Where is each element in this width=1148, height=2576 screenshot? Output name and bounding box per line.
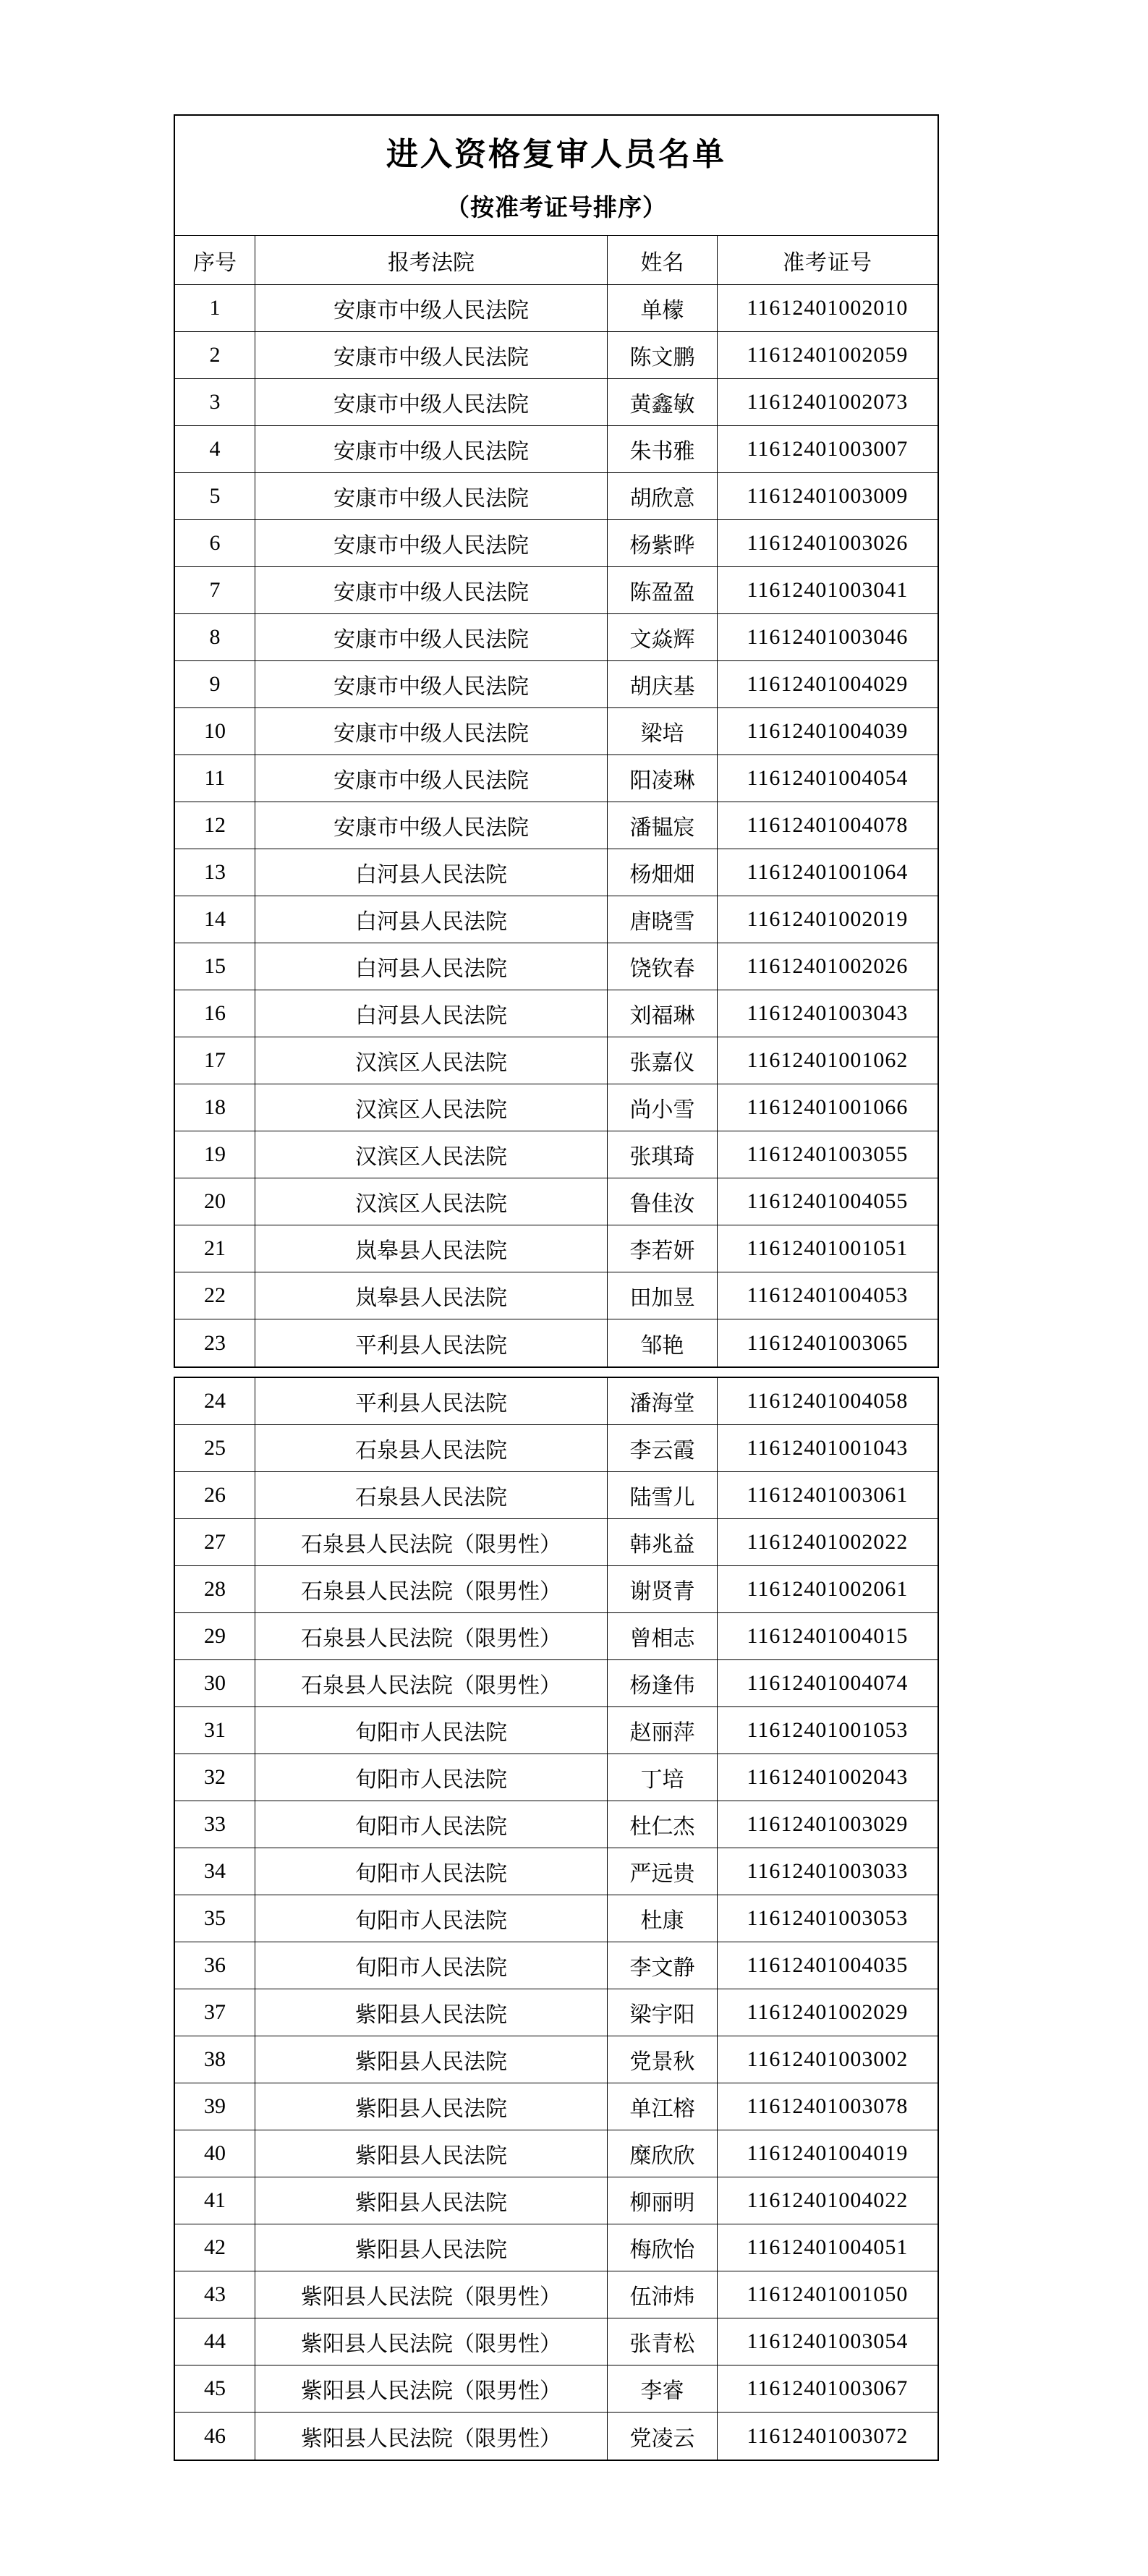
cell-court: 石泉县人民法院（限男性） — [255, 1566, 608, 1612]
table-page-1 — [174, 114, 939, 1368]
table-row — [175, 896, 937, 943]
table-row — [175, 1178, 937, 1225]
cell-serial-number: 42 — [175, 2224, 255, 2271]
cell-name: 柳丽明 — [608, 2177, 718, 2224]
cell-ticket-number: 11612401003072 — [747, 2423, 909, 2448]
cell-name: 谢贤青 — [608, 1566, 718, 1612]
cell-serial-number: 23 — [175, 1319, 255, 1366]
cell-court: 白河县人民法院 — [255, 896, 608, 943]
cell-court: 旬阳市人民法院 — [255, 1754, 608, 1801]
cell-ticket-number: 11612401001062 — [747, 1048, 909, 1072]
cell-name: 李睿 — [608, 2365, 718, 2412]
cell-ticket-number: 11612401003061 — [747, 1483, 909, 1507]
cell-serial-number: 44 — [175, 2318, 255, 2365]
cell-serial-number: 29 — [175, 1613, 255, 1659]
cell-name: 杨紫晔 — [608, 520, 718, 566]
cell-serial-number: 35 — [175, 1895, 255, 1942]
cell-serial-number: 16 — [175, 990, 255, 1037]
cell-court: 安康市中级人民法院 — [255, 567, 608, 613]
cell-serial-number: 11 — [175, 755, 255, 802]
table-row — [175, 520, 937, 567]
cell-serial-number: 14 — [175, 896, 255, 943]
cell-ticket-number: 11612401003053 — [747, 1906, 909, 1930]
cell-serial-number: 2 — [175, 332, 255, 378]
cell-court: 石泉县人民法院（限男性） — [255, 1613, 608, 1659]
cell-court: 平利县人民法院 — [255, 1378, 608, 1424]
cell-serial-number: 30 — [175, 1660, 255, 1706]
cell-serial-number: 38 — [175, 2036, 255, 2083]
cell-serial-number: 19 — [175, 1131, 255, 1178]
column-header-serial-number: 序号 — [175, 236, 255, 284]
table-row — [175, 1895, 937, 1942]
cell-court: 安康市中级人民法院 — [255, 379, 608, 425]
cell-name: 张琪琦 — [608, 1131, 718, 1178]
cell-name: 伍沛炜 — [608, 2271, 718, 2318]
cell-serial-number: 46 — [175, 2413, 255, 2460]
table-row — [175, 1566, 937, 1613]
cell-ticket-number: 11612401004019 — [747, 2141, 909, 2165]
cell-ticket-number: 11612401002059 — [747, 343, 909, 367]
cell-ticket-number: 11612401004074 — [747, 1671, 909, 1695]
cell-ticket-number: 11612401001043 — [747, 1436, 909, 1460]
cell-court: 紫阳县人民法院（限男性） — [255, 2318, 608, 2365]
cell-court: 平利县人民法院 — [255, 1319, 608, 1366]
cell-court: 安康市中级人民法院 — [255, 473, 608, 519]
table-row — [175, 1613, 937, 1660]
cell-ticket-number: 11612401001053 — [747, 1718, 909, 1742]
cell-ticket-number: 11612401003078 — [747, 2094, 909, 2118]
cell-court: 安康市中级人民法院 — [255, 755, 608, 802]
table-row — [175, 2036, 937, 2083]
cell-court: 石泉县人民法院 — [255, 1472, 608, 1518]
cell-court: 安康市中级人民法院 — [255, 520, 608, 566]
table-row — [175, 1378, 937, 1425]
table-row — [175, 990, 937, 1037]
cell-court: 汉滨区人民法院 — [255, 1178, 608, 1225]
table-row — [175, 2271, 937, 2318]
column-header-ticket-number: 准考证号 — [783, 250, 872, 275]
cell-ticket-number: 11612401001066 — [747, 1095, 909, 1119]
cell-name: 胡庆基 — [608, 661, 718, 707]
cell-serial-number: 27 — [175, 1519, 255, 1565]
cell-serial-number: 6 — [175, 520, 255, 566]
cell-name: 单江榕 — [608, 2083, 718, 2130]
cell-serial-number: 3 — [175, 379, 255, 425]
cell-name: 梁培 — [608, 708, 718, 754]
table-row — [175, 473, 937, 520]
cell-name: 赵丽萍 — [608, 1707, 718, 1754]
cell-ticket-number: 11612401002019 — [747, 907, 909, 931]
cell-name: 文焱辉 — [608, 614, 718, 660]
table-row — [175, 2130, 937, 2177]
cell-serial-number: 39 — [175, 2083, 255, 2130]
cell-serial-number: 8 — [175, 614, 255, 660]
table-row — [175, 2177, 937, 2224]
cell-court: 安康市中级人民法院 — [255, 426, 608, 472]
cell-serial-number: 40 — [175, 2130, 255, 2177]
document-title: 进入资格复审人员名单 — [386, 137, 726, 172]
cell-serial-number: 37 — [175, 1989, 255, 2036]
cell-name: 刘福琳 — [608, 990, 718, 1037]
cell-name: 李文静 — [608, 1942, 718, 1989]
cell-ticket-number: 11612401003007 — [747, 437, 909, 461]
cell-name: 梁宇阳 — [608, 1989, 718, 2036]
cell-court: 紫阳县人民法院（限男性） — [255, 2271, 608, 2318]
cell-ticket-number: 11612401004055 — [747, 1189, 909, 1213]
page-break-gap — [174, 1368, 939, 1377]
cell-name: 韩兆益 — [608, 1519, 718, 1565]
cell-court: 紫阳县人民法院 — [255, 2083, 608, 2130]
cell-name: 邹艳 — [608, 1319, 718, 1366]
cell-name: 鲁佳汝 — [608, 1178, 718, 1225]
table-row — [175, 1848, 937, 1895]
table-row — [175, 1319, 937, 1366]
column-header-court: 报考法院 — [255, 236, 608, 284]
table-row — [175, 332, 937, 379]
cell-court: 旬阳市人民法院 — [255, 1848, 608, 1895]
cell-court: 安康市中级人民法院 — [255, 661, 608, 707]
cell-court: 旬阳市人民法院 — [255, 1895, 608, 1942]
cell-name: 杜仁杰 — [608, 1801, 718, 1848]
cell-ticket-number: 11612401003065 — [747, 1330, 909, 1355]
cell-serial-number: 5 — [175, 473, 255, 519]
cell-ticket-number: 11612401003026 — [747, 531, 909, 555]
cell-court: 汉滨区人民法院 — [255, 1037, 608, 1084]
table-row — [175, 1754, 937, 1801]
table-row — [175, 1272, 937, 1319]
cell-ticket-number: 11612401002029 — [747, 2000, 909, 2024]
table-row — [175, 1801, 937, 1848]
table-row — [175, 426, 937, 473]
cell-name: 杜康 — [608, 1895, 718, 1942]
table-row — [175, 943, 937, 990]
cell-serial-number: 36 — [175, 1942, 255, 1989]
cell-court: 岚皋县人民法院 — [255, 1272, 608, 1319]
cell-ticket-number: 11612401003046 — [747, 625, 909, 649]
cell-ticket-number: 11612401003029 — [747, 1812, 909, 1836]
title-block — [175, 116, 937, 236]
cell-serial-number: 43 — [175, 2271, 255, 2318]
cell-ticket-number: 11612401004053 — [747, 1283, 909, 1307]
cell-ticket-number: 11612401004078 — [747, 813, 909, 837]
table-row — [175, 708, 937, 755]
cell-name: 糜欣欣 — [608, 2130, 718, 2177]
cell-name: 陈文鹏 — [608, 332, 718, 378]
cell-court: 石泉县人民法院（限男性） — [255, 1519, 608, 1565]
cell-serial-number: 33 — [175, 1801, 255, 1848]
cell-ticket-number: 11612401004058 — [747, 1389, 909, 1413]
cell-serial-number: 26 — [175, 1472, 255, 1518]
table-row — [175, 755, 937, 802]
cell-ticket-number: 11612401002010 — [747, 296, 909, 320]
cell-ticket-number: 11612401003043 — [747, 1001, 909, 1025]
table-row — [175, 379, 937, 426]
table-row — [175, 2365, 937, 2413]
cell-name: 党凌云 — [608, 2413, 718, 2460]
cell-court: 旬阳市人民法院 — [255, 1942, 608, 1989]
table-row — [175, 1472, 937, 1519]
table-page-2 — [174, 1377, 939, 2461]
cell-court: 紫阳县人民法院 — [255, 2130, 608, 2177]
cell-name: 阳凌琳 — [608, 755, 718, 802]
cell-court: 安康市中级人民法院 — [255, 332, 608, 378]
cell-serial-number: 22 — [175, 1272, 255, 1319]
document-subtitle: （按准考证号排序） — [446, 195, 667, 221]
cell-court: 安康市中级人民法院 — [255, 285, 608, 331]
table-row — [175, 1131, 937, 1178]
cell-name: 田加昱 — [608, 1272, 718, 1319]
cell-serial-number: 24 — [175, 1378, 255, 1424]
cell-court: 安康市中级人民法院 — [255, 708, 608, 754]
cell-serial-number: 21 — [175, 1225, 255, 1272]
cell-court: 安康市中级人民法院 — [255, 614, 608, 660]
cell-name: 曾相志 — [608, 1613, 718, 1659]
cell-court: 汉滨区人民法院 — [255, 1131, 608, 1178]
cell-court: 白河县人民法院 — [255, 849, 608, 896]
cell-name: 尚小雪 — [608, 1084, 718, 1131]
table-row — [175, 849, 937, 896]
cell-name: 朱书雅 — [608, 426, 718, 472]
cell-ticket-number: 11612401001064 — [747, 860, 909, 884]
cell-name: 梅欣怡 — [608, 2224, 718, 2271]
cell-court: 紫阳县人民法院 — [255, 2177, 608, 2224]
table-row — [175, 2413, 937, 2460]
cell-ticket-number: 11612401001050 — [747, 2282, 909, 2306]
cell-serial-number: 13 — [175, 849, 255, 896]
cell-court: 汉滨区人民法院 — [255, 1084, 608, 1131]
cell-ticket-number: 11612401002026 — [747, 954, 909, 978]
cell-name: 张嘉仪 — [608, 1037, 718, 1084]
cell-serial-number: 34 — [175, 1848, 255, 1895]
cell-serial-number: 31 — [175, 1707, 255, 1754]
cell-ticket-number: 11612401002022 — [747, 1530, 909, 1554]
column-header-name: 姓名 — [608, 236, 718, 284]
table-row — [175, 567, 937, 614]
table-row — [175, 1037, 937, 1084]
cell-ticket-number: 11612401004022 — [747, 2188, 909, 2212]
cell-name: 潘海堂 — [608, 1378, 718, 1424]
cell-ticket-number: 11612401003067 — [747, 2376, 909, 2400]
cell-name: 饶钦春 — [608, 943, 718, 990]
cell-name: 潘韫宸 — [608, 802, 718, 849]
table-row — [175, 661, 937, 708]
cell-court: 岚皋县人民法院 — [255, 1225, 608, 1272]
cell-court: 紫阳县人民法院（限男性） — [255, 2413, 608, 2460]
cell-court: 紫阳县人民法院 — [255, 2036, 608, 2083]
cell-ticket-number: 11612401004015 — [747, 1624, 909, 1648]
cell-name: 杨畑畑 — [608, 849, 718, 896]
cell-serial-number: 7 — [175, 567, 255, 613]
cell-court: 白河县人民法院 — [255, 990, 608, 1037]
table-row — [175, 2224, 937, 2271]
cell-court: 白河县人民法院 — [255, 943, 608, 990]
table-body-page-2 — [175, 1378, 937, 2460]
cell-serial-number: 25 — [175, 1425, 255, 1471]
cell-name: 李若妍 — [608, 1225, 718, 1272]
cell-court: 紫阳县人民法院（限男性） — [255, 2365, 608, 2412]
cell-serial-number: 4 — [175, 426, 255, 472]
cell-ticket-number: 11612401004035 — [747, 1953, 909, 1977]
cell-name: 陆雪儿 — [608, 1472, 718, 1518]
cell-name: 唐晓雪 — [608, 896, 718, 943]
cell-name: 丁培 — [608, 1754, 718, 1801]
cell-name: 严远贵 — [608, 1848, 718, 1895]
cell-ticket-number: 11612401002061 — [747, 1577, 909, 1601]
cell-ticket-number: 11612401004054 — [747, 766, 909, 790]
table-row — [175, 1942, 937, 1989]
cell-ticket-number: 11612401003055 — [747, 1142, 909, 1166]
cell-name: 李云霞 — [608, 1425, 718, 1471]
cell-name: 单檬 — [608, 285, 718, 331]
cell-name: 陈盈盈 — [608, 567, 718, 613]
cell-ticket-number: 11612401004039 — [747, 719, 909, 743]
cell-court: 安康市中级人民法院 — [255, 802, 608, 849]
cell-serial-number: 32 — [175, 1754, 255, 1801]
cell-name: 杨逢伟 — [608, 1660, 718, 1706]
cell-ticket-number: 11612401004051 — [747, 2235, 909, 2259]
table-body-page-1 — [175, 285, 937, 1366]
cell-court: 旬阳市人民法院 — [255, 1801, 608, 1848]
cell-serial-number: 18 — [175, 1084, 255, 1131]
table-row — [175, 802, 937, 849]
cell-serial-number: 1 — [175, 285, 255, 331]
document — [174, 114, 939, 2461]
table-row — [175, 614, 937, 661]
cell-court: 紫阳县人民法院 — [255, 2224, 608, 2271]
table-row — [175, 1425, 937, 1472]
cell-serial-number: 12 — [175, 802, 255, 849]
cell-court: 紫阳县人民法院 — [255, 1989, 608, 2036]
cell-ticket-number: 11612401003009 — [747, 484, 909, 508]
cell-ticket-number: 11612401003041 — [747, 578, 909, 602]
cell-serial-number: 15 — [175, 943, 255, 990]
table-row — [175, 1660, 937, 1707]
cell-court: 石泉县人民法院 — [255, 1425, 608, 1471]
cell-ticket-number: 11612401002073 — [747, 390, 909, 414]
cell-serial-number: 45 — [175, 2365, 255, 2412]
cell-court: 旬阳市人民法院 — [255, 1707, 608, 1754]
table-row — [175, 285, 937, 332]
table-header-row — [175, 236, 937, 285]
cell-serial-number: 10 — [175, 708, 255, 754]
table-row — [175, 1707, 937, 1754]
cell-ticket-number: 11612401002043 — [747, 1765, 909, 1789]
cell-serial-number: 28 — [175, 1566, 255, 1612]
cell-ticket-number: 11612401003002 — [747, 2047, 909, 2071]
cell-ticket-number: 11612401003054 — [747, 2329, 909, 2353]
cell-name: 胡欣意 — [608, 473, 718, 519]
cell-name: 党景秋 — [608, 2036, 718, 2083]
table-row — [175, 2318, 937, 2365]
cell-name: 黄鑫敏 — [608, 379, 718, 425]
cell-serial-number: 17 — [175, 1037, 255, 1084]
cell-name: 张青松 — [608, 2318, 718, 2365]
cell-ticket-number: 11612401004029 — [747, 672, 909, 696]
table-row — [175, 1084, 937, 1131]
table-row — [175, 2083, 937, 2130]
table-row — [175, 1519, 937, 1566]
cell-court: 石泉县人民法院（限男性） — [255, 1660, 608, 1706]
cell-serial-number: 9 — [175, 661, 255, 707]
cell-ticket-number: 11612401003033 — [747, 1859, 909, 1883]
cell-ticket-number: 11612401001051 — [747, 1236, 909, 1260]
table-row — [175, 1989, 937, 2036]
cell-serial-number: 20 — [175, 1178, 255, 1225]
table-row — [175, 1225, 937, 1272]
cell-serial-number: 41 — [175, 2177, 255, 2224]
